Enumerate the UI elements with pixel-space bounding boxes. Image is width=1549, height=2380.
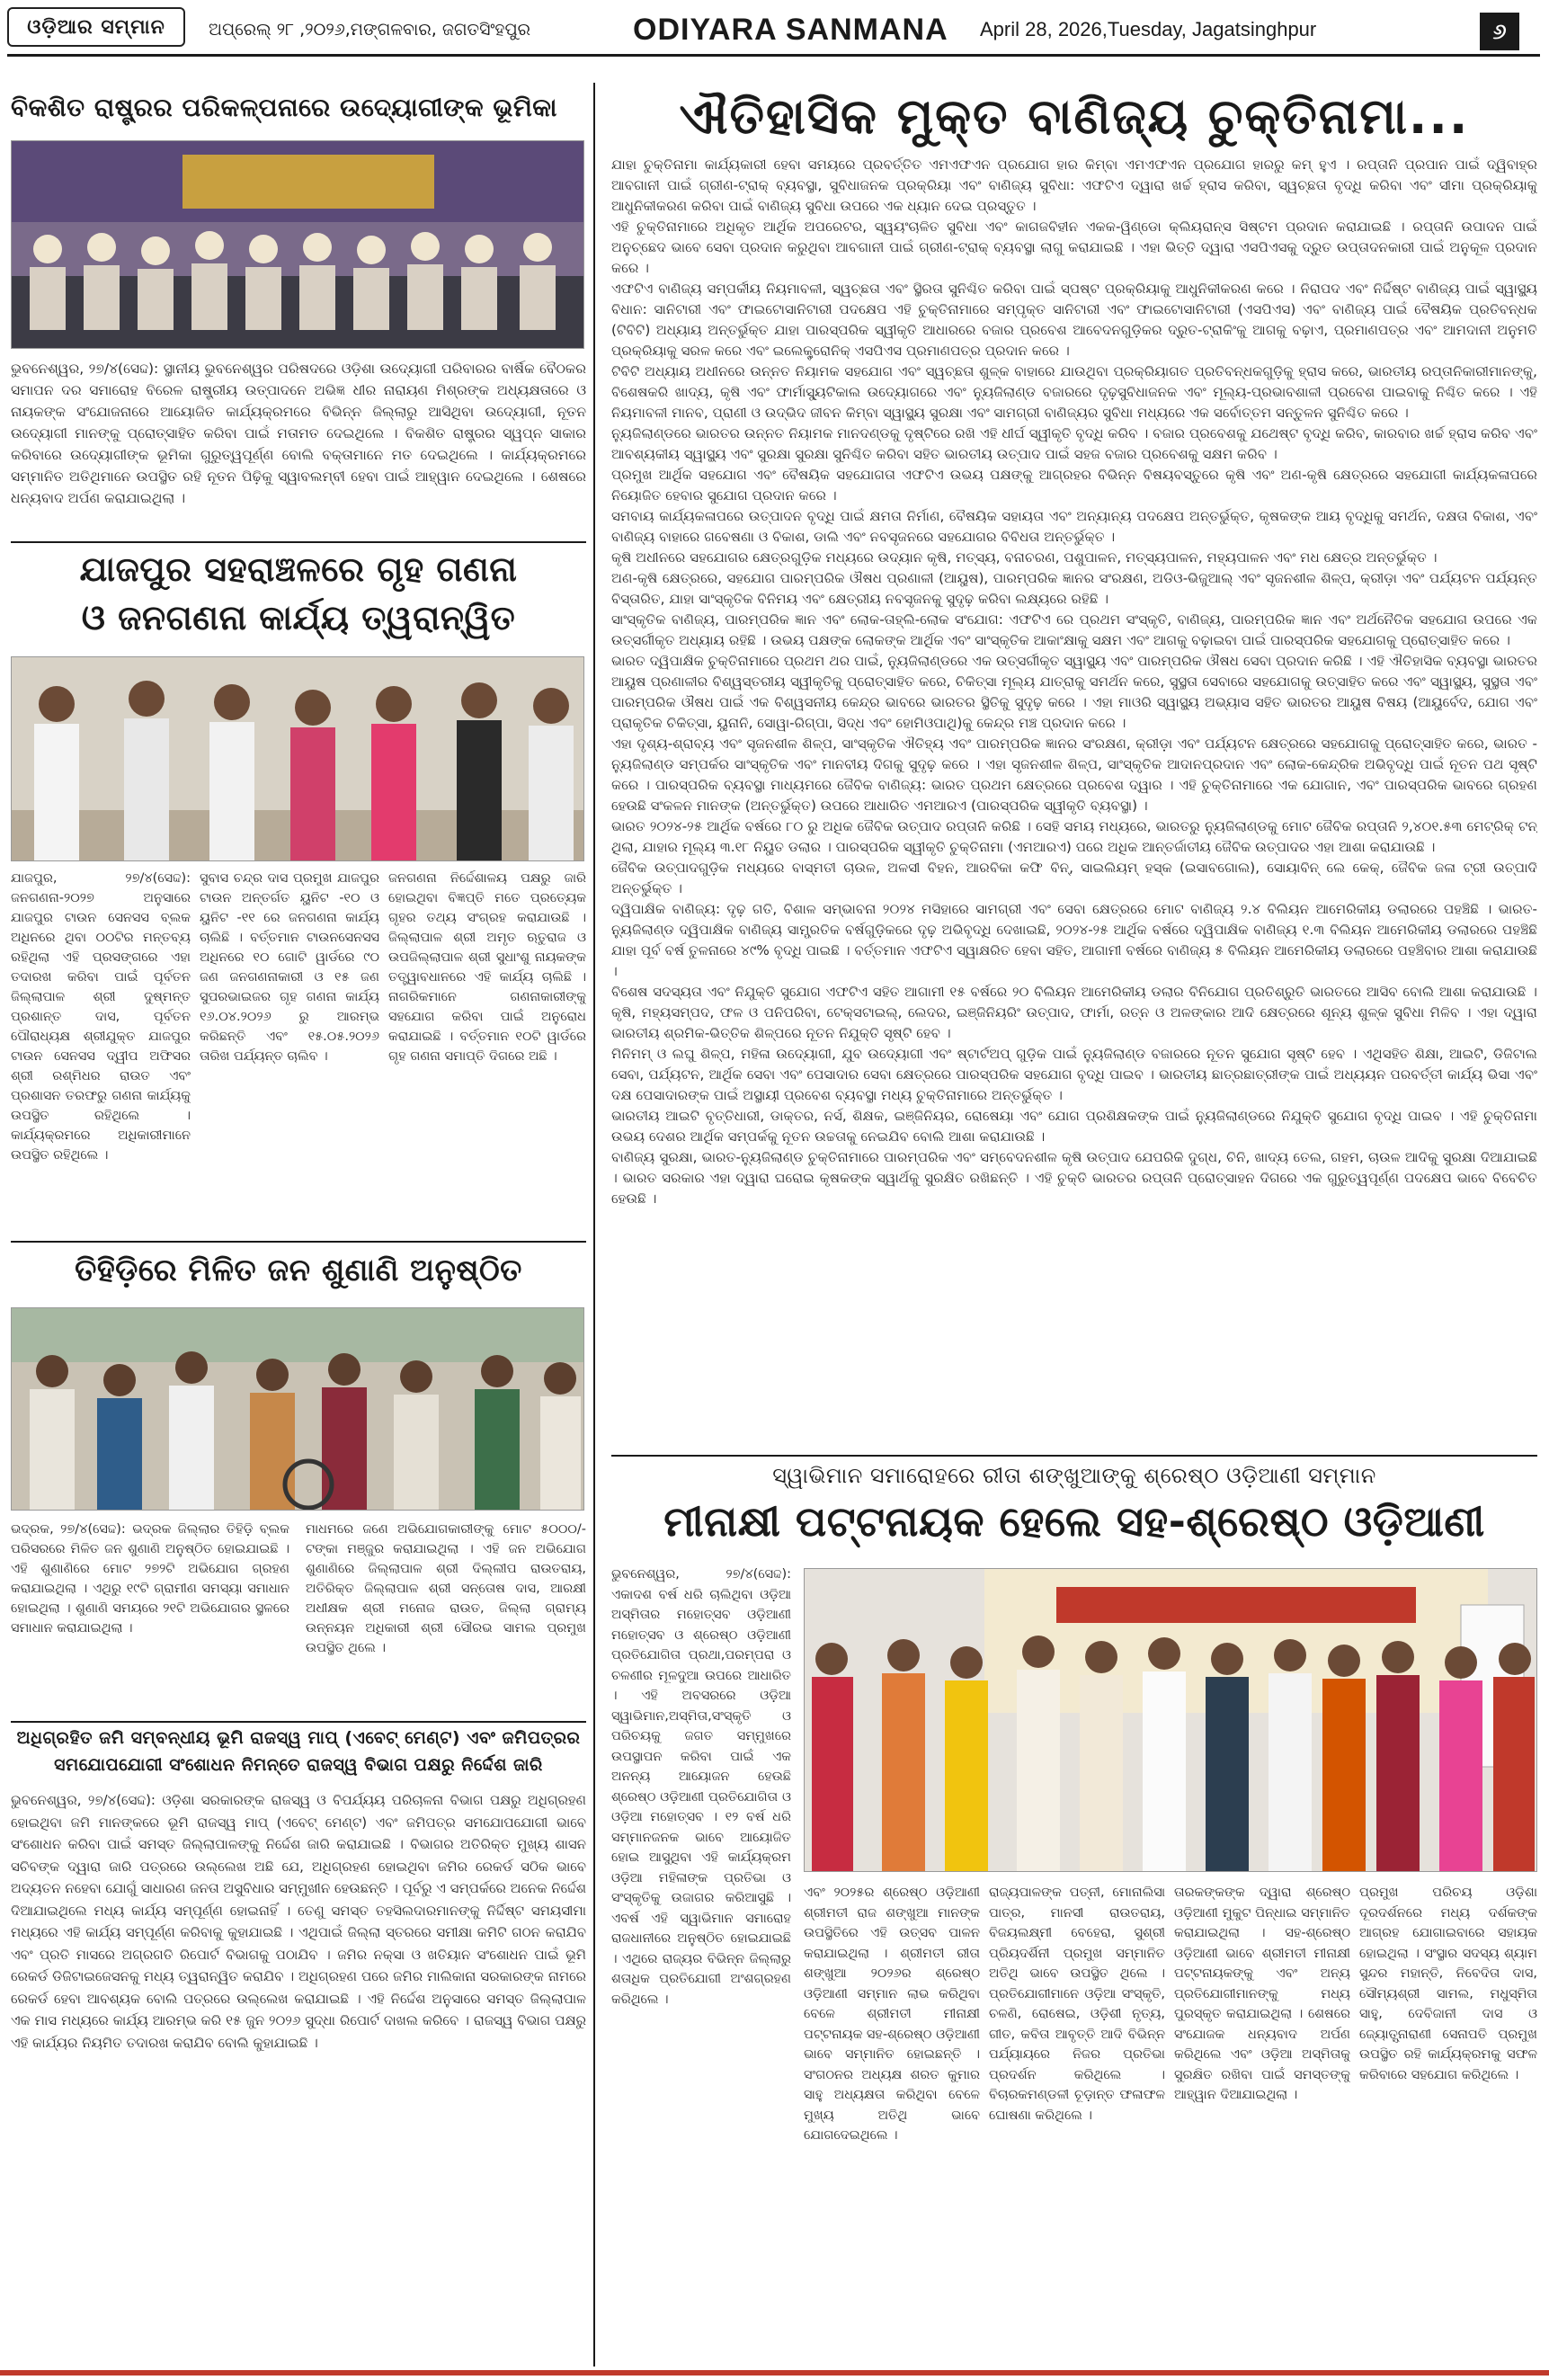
bottom-accent-rule [0,2370,1549,2376]
dateline-english: April 28, 2026,Tuesday, Jagatsinghpur [980,18,1317,40]
photo-public-hearing [11,1307,584,1511]
headline-census-line2: ଓ ଜନଗଣନା କାର୍ଯ୍ୟ ତ୍ୱରାନ୍ୱିତ [81,598,516,637]
photo-census-officials [11,656,584,861]
section-rule [11,1721,586,1723]
headline-public-hearing: ତିହିଡ଼ିରେ ମିଳିତ ଜନ ଶୁଣାଣି ଅନୁଷ୍ଠିତ [75,1252,522,1288]
headline-revenue-line1: ଅଧିଗ୍ରହିତ ଜମି ସମ୍ବନ୍ଧୀୟ ଭୂମି ରାଜସ୍ୱ ମାପ୍ (ଏବେଟ୍ ମେଣ୍ଟ) ଏବଂ ଜମିପତ୍ରର [16,1728,581,1748]
headline-revenue-line2: ସମଯୋପଯୋଗୀ ସଂଶୋଧନ ନିମନ୍ତେ ରାଜସ୍ୱ ବିଭାଗ ପକ୍ଷରୁ ନିର୍ଦ୍ଦେଶ ଜାରି [54,1755,543,1775]
section-rule [11,541,586,543]
article-revenue-body: ଭୁବନେଶ୍ୱର, ୨୭/୪(ସେଦ୍ଦ): ଓଡ଼ିଶା ସରକାରଙ୍କ ରାଜସ୍ୱ ଓ ବିପର୍ଯ୍ୟୟ ପରିଚାଳନା ବିଭାଗ ପକ୍ଷରୁ ଅଧିଗ୍ରହଣ ହୋଇଥିବା ଜମି ମାନଙ୍କରେ ଭୂମି ରାଜସ୍ୱ ମାପ୍ (ଏବେଟ୍ ମେଣ୍ଟ) ଏବଂ ଜମିପତ୍ର ସମଯୋପଯୋଗୀ ଭାବେ ସଂଶୋଧନ କରିବା ପାଇଁ ସମସ୍ତ ଜିଲ୍ଲାପାଳଙ୍କୁ ନିର୍ଦ୍ଦେଶ ଜାରି କରାଯାଇଛି । ବିଭାଗର ଅତିରିକ୍ତ ମୁଖ୍ୟ ଶାସନ ସଚିବଙ୍କ ଦ୍ୱାରା ଜାରି ପତ୍ରରେ ଉଲ୍ଲେଖ ଅଛି ଯେ, ଅଧିଗ୍ରହଣ ହୋଇଥିବା ଜମିର ରେକର୍ଡ ସଠିକ ଭାବେ ଅଦ୍ୟତନ ନହେବା ଯୋଗୁଁ ସାଧାରଣ ଜନତା ଅସୁବିଧାର ସମ୍ମୁଖୀନ ହେଉଛନ୍ତି । ପୂର୍ବରୁ ଏ ସମ୍ପର୍କରେ ଅନେକ ନିର୍ଦ୍ଦେଶ ଦିଆଯାଇଥିଲେ ମଧ୍ୟ କାର୍ଯ୍ୟ ସମ୍ପୂର୍ଣ୍ଣ ହୋଇନାହିଁ । ତେଣୁ ସମସ୍ତ ତହସିଲଦାରମାନଙ୍କୁ ନିର୍ଦ୍ଦିଷ୍ଟ ସମୟସୀମା ମଧ୍ୟରେ ଏହି କାର୍ଯ୍ୟ ସମ୍ପୂର୍ଣ୍ଣ କରିବାକୁ କୁହାଯାଇଛି । ଏଥିପାଇଁ ଜିଲ୍ଲା ସ୍ତରରେ ସମୀକ୍ଷା କମିଟି ଗଠନ କରାଯିବ ଏବଂ ପ୍ରତି ମାସରେ ଅଗ୍ରଗତି ରିପୋର୍ଟ ବିଭାଗକୁ ପଠାଯିବ । ଜମିର ନକ୍ସା ଓ ଖତିୟାନ ସଂଶୋଧନ ପାଇଁ ଭୂମି ରେକର୍ଡ ଡିଜିଟାଇଜେସନକୁ ମଧ୍ୟ ତ୍ୱରାନ୍ୱିତ କରାଯିବ । ଅଧିଗ୍ରହଣ ପରେ ଜମିର ମାଲିକାନା ସରକାରଙ୍କ ନାମରେ ରେକର୍ଡ ହେବା ଆବଶ୍ୟକ ବୋଲି ପତ୍ରରେ ଉଲ୍ଲେଖ କରାଯାଇଛି । ଏହି ନିର୍ଦ୍ଦେଶ ଅନୁସାରେ ସମସ୍ତ ଜିଲ୍ଲାପାଳ ଏକ ମାସ ମଧ୍ୟରେ କାର୍ଯ୍ୟ ଆରମ୍ଭ କରି ୧୫ ଜୁନ ୨୦୨୬ ସୁଦ୍ଧା ରିପୋର୍ଟ ଦାଖଲ କରିବେ । ରାଜସ୍ୱ ବିଭାଗ ପକ୍ଷରୁ ଏହି କାର୍ଯ୍ୟର ନିୟମିତ ତଦାରଖ କରାଯିବ ବୋଲି କୁହାଯାଇଛି । [11,1792,586,2051]
newspaper-logo: ଓଡ଼ିଆର ସମ୍ମାନ [7,7,185,47]
photo-entrepreneurs-meet [11,140,584,349]
masthead [0,0,1549,56]
article-hearing-col2: ମାଧମରେ ଜଣେ ଅଭିଯୋଗକାରୀଙ୍କୁ ମୋଟ ୫୦୦୦/- ଟଙ୍କା ମଞ୍ଜୁର କରାଯାଇଥିଲା । ଏହି ଜନ ଅଭିଯୋଗ ଶୁଣାଣିରେ ଜିଲ୍ଲାପାଳ ଶ୍ରୀ ଦିଲ୍ଲୀପ ରାଉତରାୟ, ଅତିରିକ୍ତ ଜିଲ୍ଲାପାଳ ଶ୍ରୀ ସନ୍ତୋଷ ଦାସ, ଆରକ୍ଷୀ ଅଧୀକ୍ଷକ ଶ୍ରୀ ମନୋଜ ରାଉତ, ଜିଲ୍ଲା ଗ୍ରାମ୍ୟ ଉନ୍ନୟନ ଅଧିକାରୀ ଶ୍ରୀ ସୌରଭ ସାମଲ ପ୍ରମୁଖ ଉପସ୍ଥିତ ଥିଲେ । [306,1522,586,1655]
article-census-col3: ଜନଗଣନା ନିର୍ଦ୍ଦେଶାଳୟ ପକ୍ଷରୁ ଜାରି ହୋଇଥିବା ବିଜ୍ଞପ୍ତି ମତେ ପ୍ରତ୍ୟେକ ଗୃହର ତଥ୍ୟ ସଂଗ୍ରହ କରାଯାଉଛି । ଜିଲ୍ଲାପାଳ ଶ୍ରୀ ଅମୃତ ଋତୁରାଜ ଓ ଉପଜିଲ୍ଲାପାଳ ଶ୍ରୀ ସୁଧାଂଶୁ ନାୟକଙ୍କ ତତ୍ତ୍ୱାବଧାନରେ ଏହି କାର୍ଯ୍ୟ ଚାଲିଛି । ନାଗରିକମାନେ ଗଣନାକାରୀଙ୍କୁ ସହଯୋଗ କରିବା ପାଇଁ ଅନୁରୋଧ କରାଯାଇଛି । ବର୍ତ୍ତମାନ ୧୦ଟି ୱାର୍ଡରେ ଗୃହ ଗଣନା ସମାପ୍ତି ଦିଗରେ ଅଛି । [388,871,586,1064]
article-entrepreneurs-body: ଭୁବନେଶ୍ୱର, ୨୭/୪(ସେଦ୍ଦ): ସ୍ଥାନୀୟ ଭୁବନେଶ୍ୱର ପରିଷଦରେ ଓଡ଼ିଶା ଉଦ୍ୟୋଗୀ ପରିବାରର ବାର୍ଷିକ ବୈଠକର ସମାପନ ଦର ସମାରୋହ ବିରେଳ ରାଷ୍ଟ୍ରୀୟ ଉତ୍ପାଦନେ ଅଭିଜ୍ଞ ଧୀର ନାରାୟଣ ମିଶ୍ରଙ୍କ ଅଧ୍ୟକ୍ଷତାରେ ଓ ନାୟକଙ୍କ ସଂଯୋଜନାରେ ଆୟୋଜିତ କାର୍ଯ୍ୟକ୍ରମରେ ବିଭିନ୍ନ ଜିଲ୍ଲାରୁ ଆସିଥିବା ଉଦ୍ୟୋଗୀ, ନୂତନ ଉଦ୍ୟୋଗୀ ମାନଙ୍କୁ ପ୍ରୋତ୍ସାହିତ କରିବା ପାଇଁ ମତାମତ ଦେଇଥିଲେ । ବିକଶିତ ରାଷ୍ଟ୍ରର ସ୍ୱପ୍ନ ସାକାର କରିବାରେ ଉଦ୍ୟୋଗୀଙ୍କ ଭୂମିକା ଗୁରୁତ୍ୱପୂର୍ଣ୍ଣ ବୋଲି ବକ୍ତାମାନେ ମତ ଦେଇଥିଲେ । କାର୍ଯ୍ୟକ୍ରମରେ ସମ୍ମାନିତ ଅତିଥିମାନେ ଉପସ୍ଥିତ ରହି ନୂତନ ପିଢ଼ିକୁ ସ୍ୱାବଲମ୍ବୀ ହେବା ପାଇଁ ଆହ୍ୱାନ ଦେଇଥିଲେ । ଶେଷରେ ଧନ୍ୟବାଦ ଅର୍ପଣ କରାଯାଇଥିଲା । [11,361,586,506]
column-divider [593,83,595,2367]
kicker-swabhiman: ସ୍ୱାଭିମାନ ସମାରୋହରେ ରୀତା ଶଙ୍ଖୁଆଙ୍କୁ ଶ୍ରେଷ୍ଠ ଓଡ଼ିଆଣୀ ସମ୍ମାନ [772,1463,1376,1488]
headline-odiani: ମୀନାକ୍ଷୀ ପଟ୍ଟନାୟକ ହେଲେ ସହ-ଶ୍ରେଷ୍ଠ ଓଡ଼ିଆଣୀ [663,1497,1485,1546]
headline-free-trade: ଐତିହାସିକ ମୁକ୍ତ ବାଣିଜ୍ୟ ଚୁକ୍ତିନାମା... [679,88,1470,145]
article-odiani-col3: ତାରକଙ୍କଙ୍କ ଦ୍ୱାରା ଶ୍ରେଷ୍ଠ ଓଡ଼ିଆଣୀ ମୁକୁଟ ପିନ୍ଧାଇ ସମ୍ମାନିତ କରାଯାଇଥିଲା । ସହ-ଶ୍ରେଷ୍ଠ ଓଡ଼ିଆଣୀ ଭାବେ ଶ୍ରୀମତୀ ମୀନାକ୍ଷୀ ପଟ୍ଟନାୟକଙ୍କୁ ଏବଂ ଅନ୍ୟ ପ୍ରତିଯୋଗୀମାନଙ୍କୁ ମଧ୍ୟ ପୁରସ୍କୃତ କରାଯାଇଥିଲା । ଶେଷରେ ସଂଯୋଜକ ଧନ୍ୟବାଦ ଅର୍ପଣ କରିଥିଲେ ଏବଂ ଓଡ଼ିଆ ଅସ୍ମିତାକୁ ସୁରକ୍ଷିତ ରଖିବା ପାଇଁ ସମସ୍ତଙ୍କୁ ଆହ୍ୱାନ ଦିଆଯାଇଥିଲା । [1174,1885,1350,2102]
masthead-rule [7,54,1540,57]
article-census-col2: ସୁବାସ ଚନ୍ଦ୍ର ଦାସ ପ୍ରମୁଖ ଯାଜପୁର ଟାଉନ ଅନ୍ତର୍ଗତ ୟୁନିଟ -୧୦ ଓ ୟୁନିଟ -୧୧ ରେ ଜନଗଣନା କାର୍ଯ୍ୟ ଚାଲିଛି । ବର୍ତ୍ତମାନ ଟାଉନସେନସସ ଅଧିନରେ ୧୦ ଗୋଟି ୱାର୍ଡରେ ୯୦ ଜଣ ଜନଗଣନାକାରୀ ଓ ୧୫ ଜଣ ସୁପରଭାଇଜର ଗୃହ ଗଣନା କାର୍ଯ୍ୟ ୧୬.୦୪.୨୦୨୬ ରୁ ଆରମ୍ଭ କରିଛନ୍ତି ଏବଂ ୧୫.୦୫.୨୦୨୬ ତାରିଖ ପର୍ଯ୍ୟନ୍ତ ଚାଲିବ । [200,871,379,1064]
article-odiani-col1: ଏବଂ ୨୦୨୫ର ଶ୍ରେଷ୍ଠ ଓଡ଼ିଆଣୀ ଶ୍ରୀମତୀ ରାଜ ଶଙ୍ଖୁଆ ମାନଙ୍କ ଉପସ୍ଥିତିରେ ଏହି ଉତ୍ସବ ପାଳନ କରାଯାଇଥିଲା । ଶ୍ରୀମତୀ ରୀତା ଶଙ୍ଖୁଆ ୨୦୨୬ର ଶ୍ରେଷ୍ଠ ଓଡ଼ିଆଣୀ ସମ୍ମାନ ଲାଭ କରିଥିବା ବେଳେ ଶ୍ରୀମତୀ ମୀନାକ୍ଷୀ ପଟ୍ଟନାୟକ ସହ-ଶ୍ରେଷ୍ଠ ଓଡ଼ିଆଣୀ ଭାବେ ସମ୍ମାନିତ ହୋଇଛନ୍ତି । ସଂଗଠନର ଅଧ୍ୟକ୍ଷ ଶରତ କୁମାର ସାହୁ ଅଧ୍ୟକ୍ଷତା କରିଥିବା ବେଳେ ମୁଖ୍ୟ ଅତିଥି ଭାବେ ଯୋଗଦେଇଥିଲେ । [804,1885,980,2143]
dateline-odia: ଅପ୍ରେଲ୍ ୨୮ ,୨୦୨୬,ମଙ୍ଗଳବାର, ଜଗତସିଂହପୁର [209,20,531,40]
headline-entrepreneurs: ବିକଶିତ ରାଷ୍ଟ୍ରର ପରିକଳ୍ପନାରେ ଉଦ୍ୟୋଗୀଙ୍କ ଭୂମିକା [11,93,557,122]
page-number-badge: ୬ [1480,13,1519,50]
headline-census-line1: ଯାଜପୁର ସହରାଞ୍ଚଳରେ ଗୃହ ଗଣନା [79,549,518,589]
section-rule [11,1241,586,1243]
photo-odiani-awards [804,1568,1537,1872]
article-odiani-col2: ରାଜ୍ୟପାଳଙ୍କ ପତ୍ନୀ, ମୋନାଲିସା ପାତ୍ର, ମାନସୀ ରାଉତରାୟ, ବିଜୟଲକ୍ଷ୍ମୀ ବେହେରା, ସୁଶ୍ରୀ ପ୍ରିୟଦର୍ଶିନୀ ପ୍ରମୁଖ ସମ୍ମାନିତ ଅତିଥି ଭାବେ ଉପସ୍ଥିତ ଥିଲେ । ପ୍ରତିଯୋଗୀମାନେ ଓଡ଼ିଆ ସଂସ୍କୃତି, ଚଳଣି, ରୋଷେଇ, ଓଡ଼ିଶୀ ନୃତ୍ୟ, ଗୀତ, କବିତା ଆବୃତ୍ତି ଆଦି ବିଭିନ୍ନ ପର୍ଯ୍ୟାୟରେ ନିଜର ପ୍ରତିଭା ପ୍ରଦର୍ଶନ କରିଥିଲେ । ବିଚାରକମଣ୍ଡଳୀ ଚୂଡ଼ାନ୍ତ ଫଳାଫଳ ଘୋଷଣା କରିଥିଲେ । [989,1885,1165,2123]
article-hearing-col1: ଭଦ୍ରକ, ୨୭/୪(ସେଦ୍ଦ): ଭଦ୍ରକ ଜିଲ୍ଲାର ତିହିଡ଼ି ବ୍ଲକ ପରିସରରେ ମିଳିତ ଜନ ଶୁଣାଣି ଅନୁଷ୍ଠିତ ହୋଇଯାଇଛି । ଏହି ଶୁଣାଣିରେ ମୋଟ ୨୭୨ଟି ଅଭିଯୋଗ ଗ୍ରହଣ କରାଯାଇଥିଲା । ଏଥିରୁ ୧୯ଟି ଗ୍ରାମୀଣ ସମସ୍ୟା ସମାଧାନ ହୋଇଥିଲା । ଶୁଣାଣି ସମୟରେ ୨୧ଟି ଅଭିଯୋଗର ସ୍ଥଳରେ ସମାଧାନ କରାଯାଇଥିଲା । [11,1522,289,1636]
article-odiani-side: ଭୁବନେଶ୍ୱର, ୨୭/୪(ସେଦ୍ଦ): ଏକାଦଶ ବର୍ଷ ଧରି ଚାଲିଥିବା ଓଡ଼ିଆ ଅସ୍ମିତାର ମହୋତ୍ସବ ଓଡ଼ିଆଣୀ ମହୋତ୍ସବ ଓ ଶ୍ରେଷ୍ଠ ଓଡ଼ିଆଣୀ ପ୍ରତିଯୋଗିତା ପ୍ରଥା,ପରମ୍ପରା ଓ ଚଳଣୀର ମୂଳଦୁଆ ଉପରେ ଆଧାରିତ । ଏହି ଅବସରରେ ଓଡ଼ିଆ ସ୍ୱାଭିମାନ,ଅସ୍ମିତା,ସଂସ୍କୃତି ଓ ପରିଚୟକୁ ଜଗତ ସମ୍ମୁଖରେ ଉପସ୍ଥାପନ କରିବା ପାଇଁ ଏକ ଅନନ୍ୟ ଆୟୋଜନ ହେଉଛି ଶ୍ରେଷ୍ଠ ଓଡ଼ିଆଣୀ ପ୍ରତିଯୋଗିତା ଓ ଓଡ଼ିଆ ମହୋତ୍ସବ । ୧୨ ବର୍ଷ ଧରି ସମ୍ମାନଜନକ ଭାବେ ଆୟୋଜିତ ହୋଇ ଆସୁଥିବା ଏହି କାର୍ଯ୍ୟକ୍ରମ ଓଡ଼ିଆ ମହିଳାଙ୍କ ପ୍ରତିଭା ଓ ସଂସ୍କୃତିକୁ ଉଜାଗର କରିଆସୁଛି । ଏବର୍ଷ ଏହି ସ୍ୱାଭିମାନ ସମାରୋହ ରାଜଧାନୀରେ ଅନୁଷ୍ଠିତ ହୋଇଯାଇଛି । ଏଥିରେ ରାଜ୍ୟର ବିଭିନ୍ନ ଜିଲ୍ଲାରୁ ଶତାଧିକ ପ୍ରତିଯୋଗୀ ଅଂଶଗ୍ରହଣ କରିଥିଲେ । [611,1567,791,2007]
article-free-trade-body: ଯାହା ଚୁକ୍ତିନାମା କାର୍ଯ୍ୟକାରୀ ହେବା ସମୟରେ ପ୍ରବର୍ତ୍ତିତ ଏମଏଫଏନ ପ୍ରଯୋଗ ହାର କିମ୍ବା ଏମଏଫଏନ ପ୍ରଯୋଗ ହାରରୁ କମ୍ ହୁଏ । ରପ୍ତାନି ପ୍ରପାନ ପାଇଁ ଦ୍ୱିବାହ୍ର ଆବଗାନୀ ପାଇଁ ଗ୍ରୀଣ-ଟ୍ରାକ୍ ବ୍ୟବସ୍ଥା, ସୁବିଧାଜନକ ପ୍ରକ୍ରିୟା ଏବଂ ବାଣିଜ୍ୟ ସୁବିଧା: ଏଫଟିଏ ଦ୍ୱାରା ଖର୍ଚ୍ଚ ହ୍ରାସ କରିବା, ସ୍ୱଚ୍ଛତା ବୃଦ୍ଧି କରିବା ଏବଂ ସୀମା ପ୍ରକ୍ରିୟାକୁ ଆଧୁନିକୀକରଣ କରିବା ପାଇଁ ବାଣିଜ୍ୟ ସୁବିଧା ଉପରେ ଏକ ଧ୍ୟାନ ଦେଇ ପ୍ରସ୍ତୁତ । ଏହି ଚୁକ୍ତିନାମାରେ ଅଧିକୃତ ଆର୍ଥିକ ଅପରେଟର, ସ୍ୱୟଂଚାଳିତ ସୁବିଧା ଏବଂ କାଗଜବିହୀନ ଏକକ-ୱିଣ୍ଡୋ କ୍ଲିୟରାନ୍ସ ସିଷ୍ଟମ ପ୍ରଦାନ କରାଯାଇଛି । ରପ୍ତାନି ଉପାଦନ ପାଇଁ ଅନୁଚ୍ଛେଦ ଭାବେ ସେବା ପ୍ରଦାନ କରୁଥିବା ଆବଗାନୀ ପାଇଁ ଗ୍ରୀଣ-ଟ୍ରାକ୍ ବ୍ୟବସ୍ଥା ଲାଗୁ କରାଯାଇଛି । ଏହା ଭିତ୍ତି ଦ୍ୱାରା ଏସପିଏସକୁ ଦ୍ରୁତ ଉପ୍ତାଦନକାରୀ ପାଇଁ ଅନୁକୂଳ ପ୍ରଦାନ କରେ । ଏଫଟିଏ ବାଣିଜ୍ୟ ସମ୍ପର୍କୀୟ ନିୟମାବଳୀ, ସ୍ୱଚ୍ଛତା ଏବଂ ସ୍ଥିରତା ସୁନିଶ୍ଚିତ କରିବା ପାଇଁ ସ୍ପଷ୍ଟ ପ୍ରକ୍ରିୟାକୁ ଆଧୁନିକୀକରଣ କରେ । ନିରାପଦ ଏବଂ ନିର୍ଦ୍ଦିଷ୍ଟ ବାଣିଜ୍ୟ ପାଇଁ ସ୍ୱାସ୍ଥ୍ୟ ବିଧାନ: ସାନିଟାରୀ ଏବଂ ଫାଇଟୋସାନିଟାରୀ ପଦକ୍ଷେପ ଏହି ଚୁକ୍ତିନାମାରେ ସମ୍ପୃକ୍ତ ସାନିଟାରୀ ଏବଂ ଫାଇଟୋସାନିଟାରୀ (ଏସପିଏସ) ଏବଂ ବାଣିଜ୍ୟ ପାଇଁ ବୈଷୟିକ ପ୍ରତିବନ୍ଧକ (ଟିବିଟି) ଅଧ୍ୟାୟ ଅନ୍ତର୍ଭୁକ୍ତ ଯାହା ପାରସ୍ପରିକ ସ୍ୱୀକୃତି ଆଧାରରେ ବଜାର ପ୍ରବେଶ ଆବେଦନଗୁଡ଼ିକର ଦ୍ରୁତ-ଟ୍ରାକିଂକୁ ଆଗକୁ ବଢ଼ାଏ, ପ୍ରମାଣପତ୍ର ଏବଂ ଆମଦାନୀ ଅନୁମତି ପ୍ରକ୍ରିୟାକୁ ସରଳ କରେ ଏବଂ ଇଲେକ୍ଟ୍ରୋନିକ୍ ଏସପିଏସ ପ୍ରମାଣପତ୍ର ପ୍ରଦାନ କରେ । ଟିବିଟି ଅଧ୍ୟାୟ ଅଧୀନରେ ଉନ୍ନତ ନିୟାମକ ସହଯୋଗ ଏବଂ ସ୍ୱଚ୍ଛତା ଶୁଳ୍କ ବାହାରେ ଯାଉଥିବା ପ୍ରକ୍ରିୟାଗତ ପ୍ରତିବନ୍ଧକଗୁଡ଼ିକୁ ହ୍ରାସ କରେ, ଭାରତୀୟ ରପ୍ତାନିକାରୀମାନଙ୍କୁ, ବିଶେଷକରି ଖାଦ୍ୟ, କୃଷି ଏବଂ ଫାର୍ମାସ୍ୟୁଟିକାଲ ଉଦ୍ୟୋଗରେ ଏବଂ ନ୍ୟୁଜିଲାଣ୍ଡ ବଜାରରେ ଦୃଢ଼ସୁବିଧାଜନକ ଏବଂ ମୂଲ୍ୟ-ପ୍ରଭାବଶାଳୀ ପ୍ରବେଶ ପାଇବାକୁ ନିଶ୍ଚିତ କରେ । ଏହି ନିୟମାବଳୀ ମାନବ, ପ୍ରାଣୀ ଓ ଉଦ୍ଭିଦ ଜୀବନ କିମ୍ବା ସ୍ୱାସ୍ଥ୍ୟ ସୁରକ୍ଷା ଏବଂ ସାମଗ୍ରୀ ବାଣିଜ୍ୟର ସୁବିଧା ମଧ୍ୟରେ ଏକ ସର୍ବୋତ୍ତମ ସନ୍ତୁଳନ ସୁନିଶ୍ଚିତ କରେ । ନ୍ୟୁଜିଲାଣ୍ଡରେ ଭାରତର ଉନ୍ନତ ନିୟାମକ ମାନଦଣ୍ଡକୁ ଦୃଷ୍ଟିରେ ରଖି ଏହି ଧୀର୍ଘ ସ୍ୱୀକୃତି ବୃଦ୍ଧି କରିବ । ବଜାର ପ୍ରବେଶକୁ ଯଥେଷ୍ଟ ବୃଦ୍ଧି କରିବ, କାରବାର ଖର୍ଚ୍ଚ ହ୍ରାସ କରିବ ଏବଂ ଆବଶ୍ୟକୀୟ ସ୍ୱାସ୍ଥ୍ୟ ଏବଂ ସୁରକ୍ଷା ସୁରକ୍ଷା ସୁନିଶ୍ଚିତ କରିବା ସହିତ ଭାରତୀୟ ଉତ୍ପାଦ ପାଇଁ ସହଜ ବଜାର ପ୍ରବେଶକୁ ସକ୍ଷମ କରିବ । ପ୍ରମୁଖ ଆର୍ଥିକ ସହଯୋଗ ଏବଂ ବୈଷୟିକ ସହଯୋଗତା ଏଫଟିଏ ଉଭୟ ପକ୍ଷଙ୍କୁ ଆଗ୍ରହର ବିଭିନ୍ନ ବିଷୟବସ୍ତୁରେ କୃଷି ଏବଂ ଅଣ-କୃଷି କ୍ଷେତ୍ରରେ ସହଯୋଗୀ କାର୍ଯ୍ୟକଳାପରେ ନିୟୋଜିତ ହେବାର ସୁଯୋଗ ପ୍ରଦାନ କରେ । ସମବାୟ କାର୍ଯ୍ୟକଳାପରେ ଉତ୍ପାଦନ ବୃଦ୍ଧି ପାଇଁ କ୍ଷମତା ନିର୍ମାଣ, ବୈଷୟିକ ସହାୟତା ଏବଂ ଅନ୍ୟାନ୍ୟ ପଦକ୍ଷେପ ଅନ୍ତର୍ଭୁକ୍ତ, କୃଷକଙ୍କ ଆୟ ବୃଦ୍ଧିକୁ ସମର୍ଥନ, ଦକ୍ଷତା ବିକାଶ, ଏବଂ ବାଣିଜ୍ୟ ବାହାରେ ଗବେଷଣା ଓ ବିକାଶ, ଡାଲି ଏବଂ ନବସୃଜନରେ ସହଯୋଗର ବିବିଧତା ଅନ୍ତର୍ଭୁକ୍ତ । କୃଷି ଅଧୀନରେ ସହଯୋଗର କ୍ଷେତ୍ରଗୁଡ଼ିକ ମଧ୍ୟରେ ଉଦ୍ୟାନ କୃଷି, ମତ୍ସ୍ୟ, ବନାଚରଣ, ପଶୁପାଳନ, ମତ୍ସ୍ୟପାଳନ, ମହ୍ୟପାଳନ ଏବଂ ମଧ କ୍ଷେତ୍ର ଅନ୍ତର୍ଭୁକ୍ତ । ଅଣ-କୃଷି କ୍ଷେତ୍ରରେ, ସହଯୋଗ ପାରମ୍ପରିକ ଔଷଧ ପ୍ରଣାଳୀ (ଆୟୁଷ), ପାରମ୍ପରିକ ଜ୍ଞାନର ସଂରକ୍ଷଣ, ଅଡିଓ-ଭିଜୁଆଲ୍ ଏବଂ ସୃଜନଶୀଳ ଶିଳ୍ପ, କ୍ରୀଡ଼ା ଏବଂ ପର୍ଯ୍ୟଟନ ପର୍ଯ୍ୟନ୍ତ ବିସ୍ତାରିତ, ଯାହା ସାଂସ୍କୃତିକ ବିନିମୟ ଏବଂ କ୍ଷେତ୍ରୀୟ ନବସୃଜନକୁ ସୁଦୃଢ଼ କରିବା ଲକ୍ଷ୍ୟରେ ରହିଛି । ସାଂସ୍କୃତିକ ବାଣିଜ୍ୟ, ପାରମ୍ପରିକ ଜ୍ଞାନ ଏବଂ ଲୋକ-ତାହ୍ଲି-ଲୋକ ସଂଯୋଗ: ଏଫଟିଏ ରେ ପ୍ରଥମ ସଂସ୍କୃତି, ବାଣିଜ୍ୟ, ପାରମ୍ପରିକ ଜ୍ଞାନ ଏବଂ ଅର୍ଥନୈତିକ ସହଯୋଗ ଉପରେ ଏକ ଉତ୍ସର୍ଗୀକୃତ ଅଧ୍ୟାୟ ରହିଛି । ଉଭୟ ପକ୍ଷଙ୍କ ଲୋକଙ୍କ ଆର୍ଥିକ ଏବଂ ସାଂସ୍କୃତିକ ଆକାଂକ୍ଷାକୁ ସକ୍ଷମ ଏବଂ ଆଗକୁ ବଢ଼ାଇବା ପାଇଁ ପାରସ୍ପରିକ ସହଯୋଗକୁ ପ୍ରୋତ୍ସାହିତ କରେ । ଭାରତ ଦ୍ୱିପାକ୍ଷିକ ଚୁକ୍ତିନାମାରେ ପ୍ରଥମ ଥର ପାଇଁ, ନ୍ୟୁଜିଲାଣ୍ଡରେ ଏକ ଉତ୍ସର୍ଗୀକୃତ ସ୍ୱାସ୍ଥ୍ୟ ଏବଂ ପାରମ୍ପରିକ ଔଷଧ ସେବା ପ୍ରଦାନ କରିଛି । ଏହି ଐତିହାସିକ ବ୍ୟବସ୍ଥା ଭାରତର ଆୟୁଷ ପ୍ରଣାଳୀର ବିଶ୍ୱସ୍ତରୀୟ ସ୍ୱୀକୃତିକୁ ପ୍ରୋତ୍ସାହିତ କରେ, ଚିକିତ୍ସା ମୂଲ୍ୟ ଯାତ୍ରାକୁ ସମର୍ଥନ କରେ, ସୁସ୍ଥତା ସେବାରେ ସହଯୋଗକୁ ଉତ୍ସାହିତ କରେ ଏବଂ ସ୍ୱାସ୍ଥ୍ୟ, ସୁସ୍ଥତା ଏବଂ ପାରମ୍ପରିକ ଔଷଧ ପାଇଁ ଏକ ବିଶ୍ୱସନୀୟ କେନ୍ଦ୍ର ଭାବରେ ଭାରତର ସ୍ଥିତିକୁ ସୁଦୃଢ଼ କରେ । ଏହା ମାଓରି ସ୍ୱାସ୍ଥ୍ୟ ଅଭ୍ୟାସ ସହିତ ଭାରତର ଆୟୁଷ ବିଷୟ (ଆୟୁର୍ବେଦ, ଯୋଗ ଏବଂ ପ୍ରାକୃତିକ ଚିକିତ୍ସା, ୟୁନାନି, ସୋୱା-ରିଗ୍ପା, ସିଦ୍ଧ ଏବଂ ହୋମିଓପାଥି)କୁ କେନ୍ଦ୍ର ମଞ୍ଚ ପ୍ରଦାନ କରେ । ଏହା ଦୃଶ୍ୟ-ଶ୍ରାବ୍ୟ ଏବଂ ସୃଜନଶୀଳ ଶିଳ୍ପ, ସାଂସ୍କୃତିକ ଐତିହ୍ୟ ଏବଂ ପାରମ୍ପରିକ ଜ୍ଞାନର ସଂରକ୍ଷଣ, କ୍ରୀଡ଼ା ଏବଂ ପର୍ଯ୍ୟଟନ କ୍ଷେତ୍ରରେ ସହଯୋଗକୁ ପ୍ରୋତ୍ସାହିତ କରେ, ଭାରତ - ନ୍ୟୁଜିଲାଣ୍ଡ ସମ୍ପର୍କର ସାଂସ୍କୃତିକ ଏବଂ ମାନବୀୟ ଦିଗକୁ ସୁଦୃଢ଼ କରେ । ଏହା ସୃଜନଶୀଳ ଶିଳ୍ପ, ସାଂସ୍କୃତିକ ଆଦାନପ୍ରଦାନ ଏବଂ ଲୋକ-କେନ୍ଦ୍ରିକ ଅଭିବୃଦ୍ଧି ପାଇଁ ନୂତନ ପଥ ସୃଷ୍ଟି କରେ । ପାରସ୍ପରିକ ବ୍ୟବସ୍ଥା ମାଧ୍ୟମରେ ଜୈବିକ ବାଣିଜ୍ୟ: ଭାରତ ପ୍ରଥମ କ୍ଷେତ୍ରରେ ପ୍ରବେଶ ଦ୍ୱାର । ଏହି ଚୁକ୍ତିନାମାରେ ଏକ ଯୋଗାନ, ଏବଂ ପାରସ୍ପରିକ ଭାବରେ ଗ୍ରହଣ ହେଉଛି ସଂକଳନ ମାନଙ୍କ (ଅନ୍ତର୍ଭୁକ୍ତ) ଉପରେ ଆଧାରିତ ଏମଆରଏ (ପାରସ୍ପରିକ ସ୍ୱୀକୃତି ବ୍ୟବସ୍ଥା) । ଭାରତ ୨୦୨୪-୨୫ ଆର୍ଥିକ ବର୍ଷରେ ୮୦ ରୁ ଅଧିକ ଜୈବିକ ଉତ୍ପାଦ ରପ୍ତାନି କରିଛି । ସେହି ସମୟ ମଧ୍ୟରେ, ଭାରତରୁ ନ୍ୟୁଜିଲାଣ୍ଡକୁ ମୋଟ ଜୈବିକ ରପ୍ତାନି ୨,୪୦୧.୫୩ ମେଟ୍ରିକ୍ ଟନ୍ ଥିଲା, ଯାହାର ମୂଲ୍ୟ ୩.୧୮ ନିୟୁତ ଡଲାର । ପାରସ୍ପରିକ ସ୍ୱୀକୃତି ଚୁକ୍ତିନାମା (ଏମଆରଏ) ପରେ ଅଧିକ ଆନ୍ତର୍ଜାତୀୟ ଜୈବିକ ଉତ୍ପାଦର ଏହା ଆଶା କରାଯାଉଛି । ଜୈବିକ ଉତ୍ପାଦଗୁଡ଼ିକ ମଧ୍ୟରେ ବାସ୍ମତୀ ଚାଉଳ, ଅଳସୀ ବିହନ, ଆରବିକା କଫି ବିନ୍, ସାଇଲିୟମ୍ ହସ୍କ (ଇସାବଗୋଲ), ସୋୟାବିନ୍ ଲେ କେକ୍, ଜୈବିକ ଜଳା ଟ୍ରୀ ଉତ୍ପାଦି ଅନ୍ତର୍ଭୁକ୍ତ । ଦ୍ୱିପାକ୍ଷିକ ବାଣିଜ୍ୟ: ଦୃଢ଼ ଗତି, ବିଶାଳ ସମ୍ଭାବନା ୨୦୨୪ ମସିହାରେ ସାମଗ୍ରୀ ଏବଂ ସେବା କ୍ଷେତ୍ରରେ ମୋଟ ବାଣିଜ୍ୟ ୨.୪ ବିଲିୟନ ଆମେରିକୀୟ ଡଲାରରେ ପହଞ୍ଚିଛି । ଭାରତ-ନ୍ୟୁଜିଲାଣ୍ଡ ଦ୍ୱିପାକ୍ଷିକ ବାଣିଜ୍ୟ ସାମ୍ପ୍ରତିକ ବର୍ଷଗୁଡ଼ିକରେ ଦୃଢ଼ ଅଭିବୃଦ୍ଧି ଦେଖାଇଛି, ୨୦୨୪-୨୫ ଆର୍ଥିକ ବର୍ଷରେ ଦ୍ୱିପାକ୍ଷିକ ବାଣିଜ୍ୟ ୧.୩ ବିଲିୟନ ଆମେରିକୀୟ ଡଲାରରେ ପହଞ୍ଚିଛି ଯାହା ପୂର୍ବ ବର୍ଷ ତୁଳନାରେ ୪୯% ବୃଦ୍ଧି ପାଇଛି । ବର୍ତ୍ତମାନ ଏଫଟିଏ ସ୍ୱାକ୍ଷରିତ ହେବା ସହିତ, ଆଗାମୀ ବର୍ଷରେ ବାଣିଜ୍ୟ ୫ ବିଲିୟନ ଆମେରିକୀୟ ଡଲାରରେ ପହଞ୍ଚିବାର ଆଶା କରାଯାଉଛି । ବିଶେଷ ସଦସ୍ୟତା ଏବଂ ନିଯୁକ୍ତି ସୁଯୋଗ ଏଫଟିଏ ସହିତ ଆଗାମୀ ୧୫ ବର୍ଷରେ ୨୦ ବିଲିୟନ ଆମେରିକୀୟ ଡଲାର ବିନିଯୋଗ ପ୍ରତିଶ୍ରୁତି ଭାରତରେ ଆସିବ ବୋଲି ଆଶା କରାଯାଉଛି । କୃଷି, ମହ୍ୟସମ୍ପଦ, ଫଳ ଓ ପନିପରିବା, ଟେକ୍ସଟାଇଲ୍, ଲେଦର, ଇଞ୍ଜିନିୟରିଂ ଉତ୍ପାଦ, ଫାର୍ମା, ରତ୍ନ ଓ ଅଳଙ୍କାର ଆଦି କ୍ଷେତ୍ରରେ ଶୂନ୍ୟ ଶୁଳ୍କ ସୁବିଧା ମିଳିବ । ଏହା ଦ୍ୱାରା ଭାରତୀୟ ଶ୍ରମିକ-ଭିତ୍ତିକ ଶିଳ୍ପରେ ନୂତନ ନିଯୁକ୍ତି ସୃଷ୍ଟି ହେବ । ମିନିମମ୍ ଓ ଲଘୁ ଶିଳ୍ପ, ମହିଳା ଉଦ୍ୟୋଗୀ, ଯୁବ ଉଦ୍ୟୋଗୀ ଏବଂ ଷ୍ଟାର୍ଟଅପ୍ ଗୁଡ଼ିକ ପାଇଁ ନ୍ୟୁଜିଲାଣ୍ଡ ବଜାରରେ ନୂତନ ସୁଯୋଗ ସୃଷ୍ଟି ହେବ । ଏଥିସହିତ ଶିକ୍ଷା, ଆଇଟି, ଡିଜିଟାଲ ସେବା, ପର୍ଯ୍ୟଟନ, ଆର୍ଥିକ ସେବା ଏବଂ ପେସାଦାର ସେବା କ୍ଷେତ୍ରରେ ପାରସ୍ପରିକ ସହଯୋଗ ବୃଦ୍ଧି ପାଇବ । ଭାରତୀୟ ଛାତ୍ରଛାତ୍ରୀଙ୍କ ପାଇଁ ଅଧ୍ୟୟନ ପରବର୍ତ୍ତୀ କାର୍ଯ୍ୟ ଭିସା ଏବଂ ଦକ୍ଷ ପେସାଦାରଙ୍କ ପାଇଁ ଅସ୍ଥାୟୀ ପ୍ରବେଶ ବ୍ୟବସ୍ଥା ମଧ୍ୟ ଚୁକ୍ତିନାମାରେ ଅନ୍ତର୍ଭୁକ୍ତ । ଭାରତୀୟ ଆଇଟି ବୃତ୍ତିଧାରୀ, ଡାକ୍ତର, ନର୍ସ, ଶିକ୍ଷକ, ଇଞ୍ଜିନିୟର, ରୋଷେୟା ଏବଂ ଯୋଗ ପ୍ରଶିକ୍ଷକଙ୍କ ପାଇଁ ନ୍ୟୁଜିଲାଣ୍ଡରେ ନିଯୁକ୍ତି ସୁଯୋଗ ବୃଦ୍ଧି ପାଇବ । ଏହି ଚୁକ୍ତିନାମା ଉଭୟ ଦେଶର ଆର୍ଥିକ ସମ୍ପର୍କକୁ ନୂତନ ଉଚ୍ଚତାକୁ ନେଇଯିବ ବୋଲି ଆଶା କରାଯାଉଛି । ବାଣିଜ୍ୟ ସୁରକ୍ଷା, ଭାରତ-ନ୍ୟୁଜିଲାଣ୍ଡ ଚୁକ୍ତିନାମାରେ ପାରମ୍ପରିକ ଏବଂ ସମ୍ବେଦନଶୀଳ କୃଷି ଉତ୍ପାଦ ଯେପରିକି ଦୁଗ୍ଧ, ଚିନି, ଖାଦ୍ୟ ତେଲ, ଗହମ, ଚାଉଳ ଆଦିକୁ ସୁରକ୍ଷା ଦିଆଯାଇଛି । ଭାରତ ସରକାର ଏହା ଦ୍ୱାରା ଘରୋଇ କୃଷକଙ୍କ ସ୍ୱାର୍ଥକୁ ସୁରକ୍ଷିତ ରଖିଛନ୍ତି । ଏହି ଚୁକ୍ତି ଭାରତର ରପ୍ତାନି ପ୍ରୋତ୍ସାହନ ଦିଗରେ ଏକ ଗୁରୁତ୍ୱପୂର୍ଣ୍ଣ ପଦକ୍ଷେପ ଭାବେ ବିବେଚିତ ହେଉଛି । [611,156,1537,1207]
section-rule [611,1455,1537,1457]
article-odiani-col4: ପ୍ରମୁଖ ପରିଚୟ ଓଡ଼ିଶା ଦୂରଦର୍ଶନରେ ମଧ୍ୟ ଦର୍ଶକଙ୍କ ଆଗ୍ରହ ଯୋଗାଇବାରେ ସହାୟକ ହୋଇଥିଲା । ସଂସ୍ଥାର ସଦସ୍ୟ ଶ୍ୟାମ ସୁନ୍ଦର ମହାନ୍ତି, ନିବେଦିତା ଦାସ, ସୌମ୍ୟଶ୍ରୀ ସାମଲ, ମଧୁସ୍ମିତା ସାହୁ, ଦେବିଜାନୀ ଦାସ ଓ ଜ୍ୟୋତ୍ସ୍ନାରାଣୀ ସେନାପତି ପ୍ରମୁଖ ଉପସ୍ଥିତ ରହି କାର୍ଯ୍ୟକ୍ରମକୁ ସଫଳ କରିବାରେ ସହଯୋଗ କରିଥିଲେ । [1359,1885,1537,2082]
newspaper-title: ODIYARA SANMANA [633,13,948,47]
article-census-col1: ଯାଜପୁର, ୨୭/୪(ସେଦ୍ଦ): ଜନଗଣନା-୨୦୨୭ ଅନୁସାରେ ଯାଜପୁର ଟାଉନ ସେନସସ ବ୍ଲକ ଅଧିନରେ ଥିବା ୦୦ଟିର ମନ୍ତବ୍ୟ ରହିଥିଲା ଏହି ପ୍ରସଙ୍ଗରେ ଏହା ତଦାରଖ କରିବା ପାଇଁ ପୂର୍ବତନ ଜିଲ୍ଲାପାଳ ଶ୍ରୀ ଦୁଷ୍ମନ୍ତ ପ୍ରଶାନ୍ତ ଦାସ, ପୂର୍ବତନ ପୌରାଧ୍ୟକ୍ଷ ଶ୍ରୀଯୁକ୍ତ ଯାଜପୁର ଟାଉନ ସେନସସ ଦ୍ୱୀପ ଅଫିସର ଶ୍ରୀ ରଶ୍ମିଧର ରାଉତ ଏବଂ ପ୍ରଶାସନ ତରଫରୁ ଗଣନା କାର୍ଯ୍ୟକୁ ଉପସ୍ଥିତ ରହିଥିଲେ । କାର୍ଯ୍ୟକ୍ରମରେ ଅଧିକାରୀମାନେ ଉପସ୍ଥିତ ରହିଥିଲେ । [11,871,191,1163]
